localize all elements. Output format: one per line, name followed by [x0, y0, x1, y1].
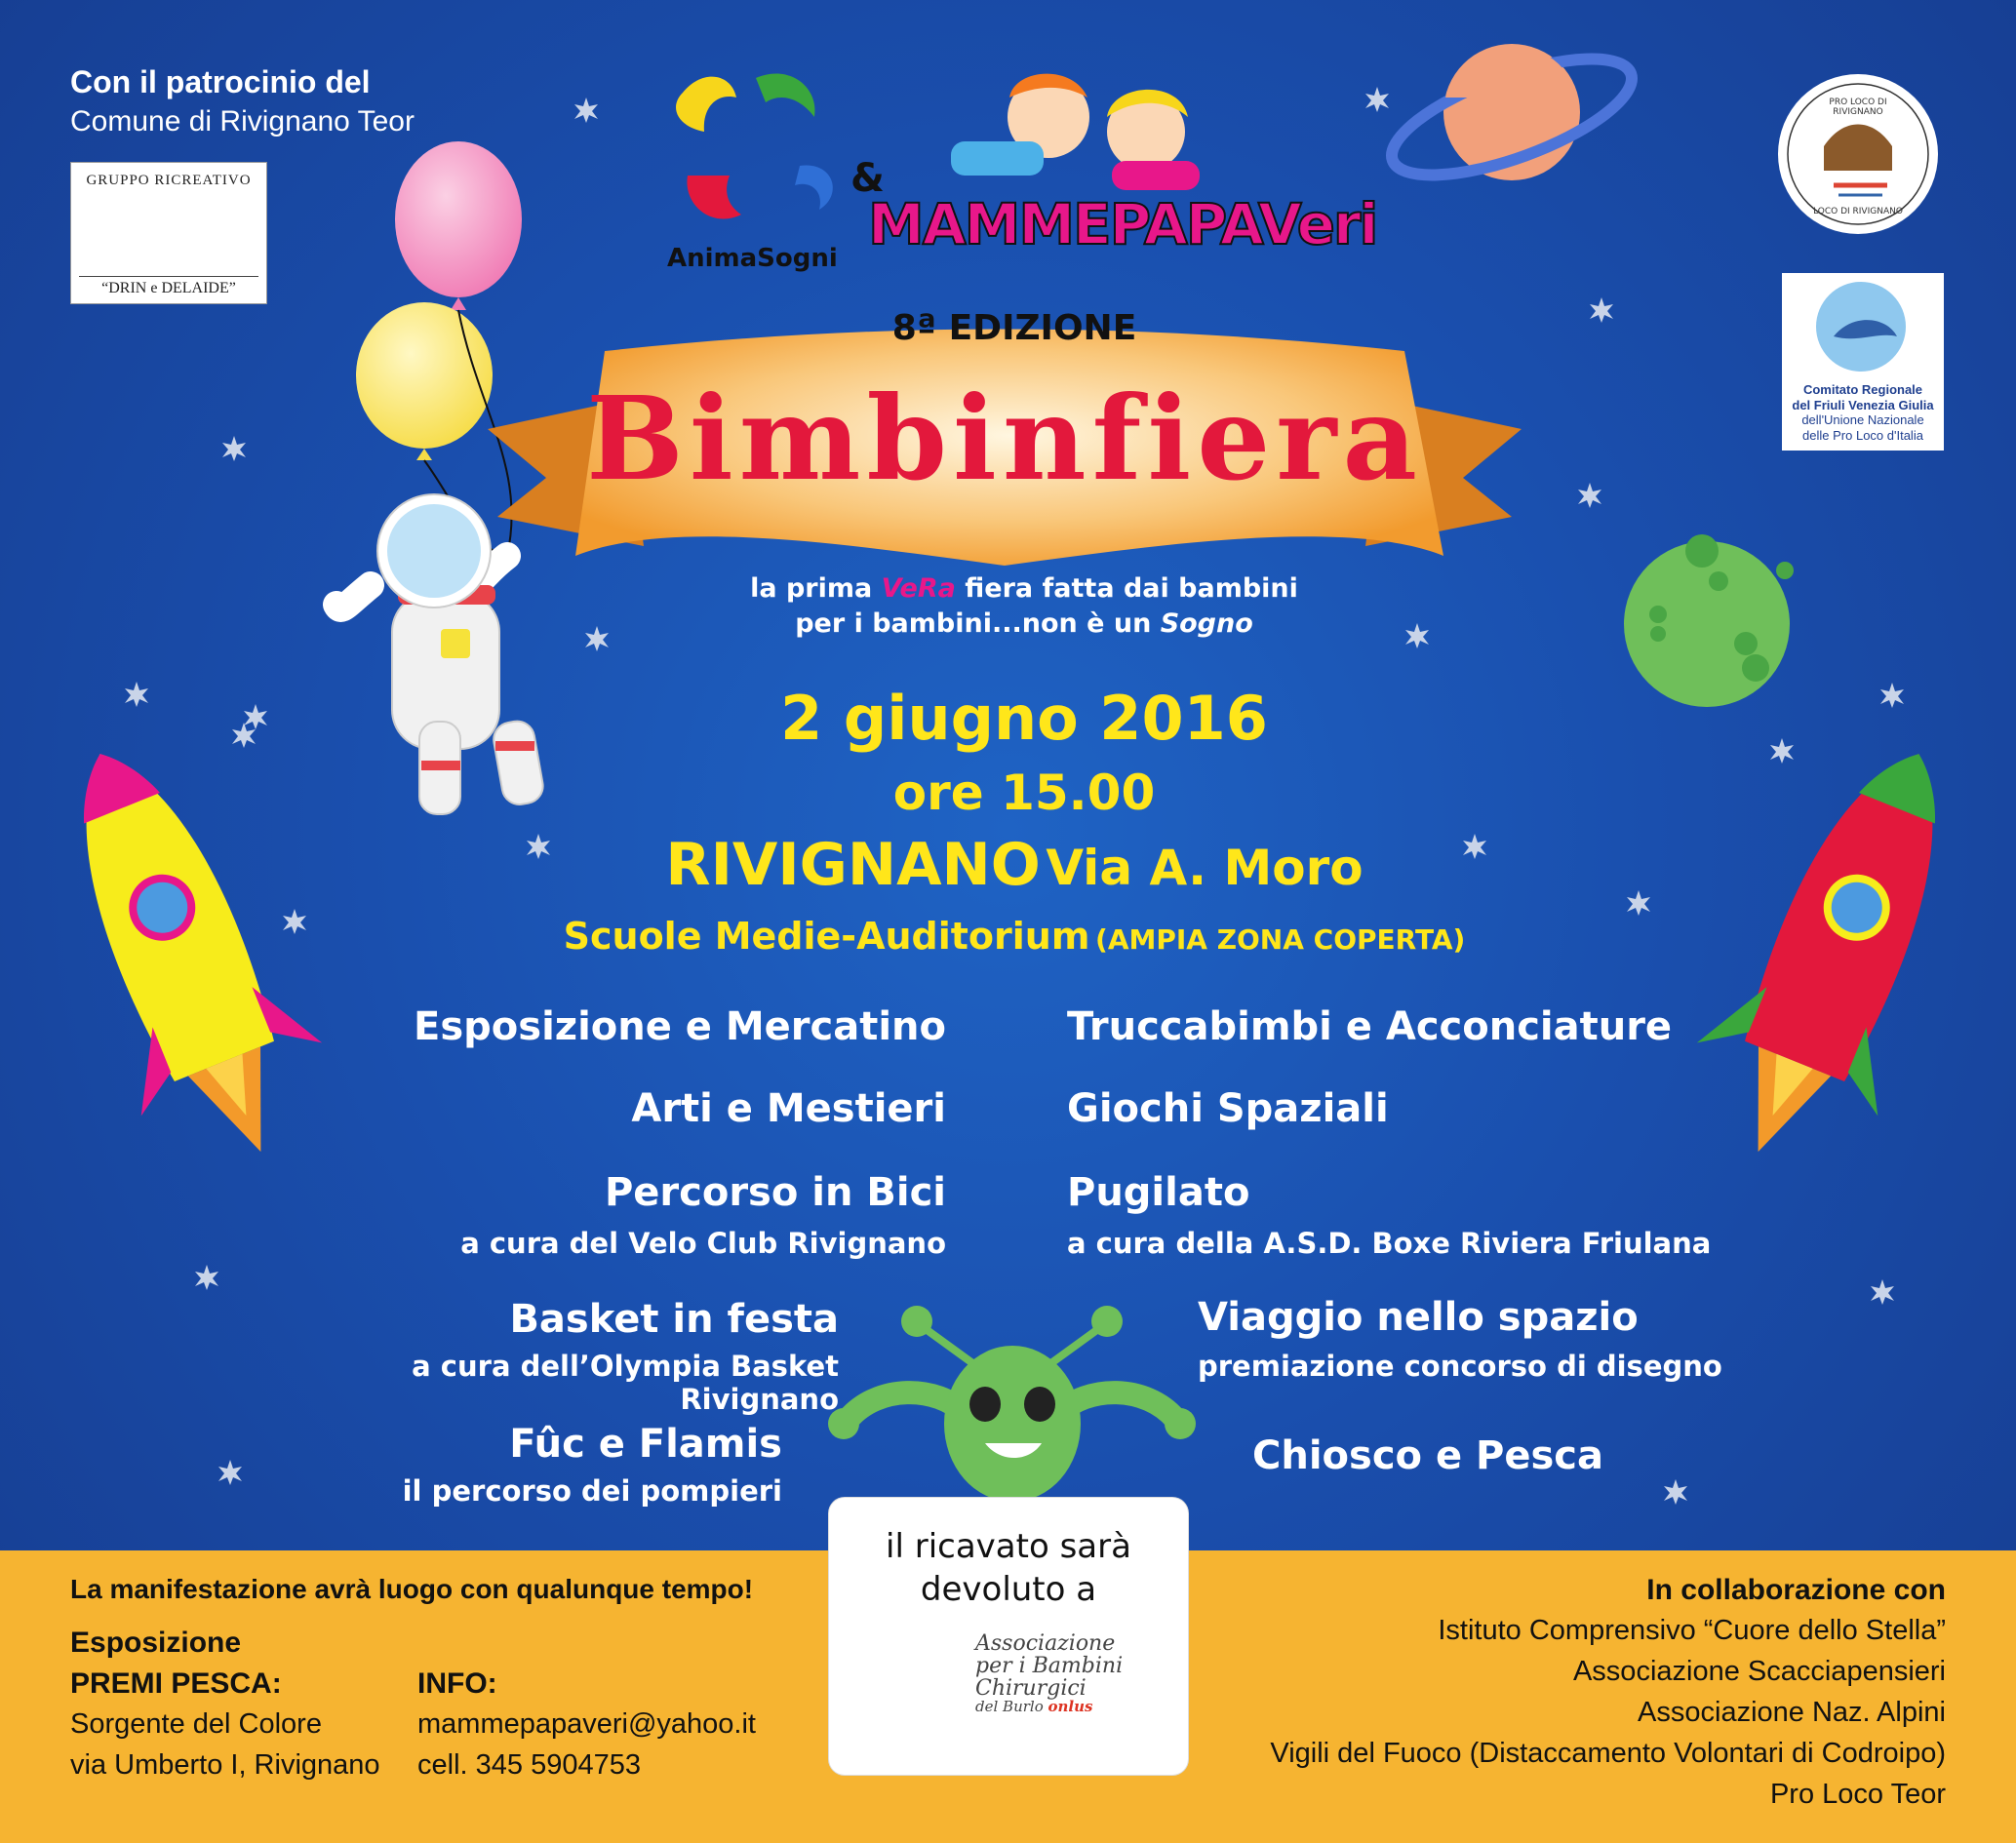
activity-title: Giochi Spaziali [1067, 1086, 1389, 1131]
tagline-line-1 [731, 571, 1317, 607]
assoc-burlo: del Burlo [975, 1698, 1044, 1716]
activity-title: Arti e Mestieri [631, 1086, 946, 1131]
assoc-line: Associazione [975, 1631, 1116, 1656]
planet-icon [1378, 35, 1644, 199]
comitato-line: dell'Unione Nazionale [1801, 412, 1924, 428]
expo-subtitle: PREMI PESCA: [70, 1667, 282, 1700]
tagline-text-c: per i bambini...non è un [795, 608, 1161, 640]
expo-place: Sorgente del Colore [70, 1708, 322, 1740]
info-email[interactable]: mammepapaveri@yahoo.it [417, 1708, 756, 1740]
tagline-line-2 [731, 607, 1317, 642]
expo-title: Esposizione [70, 1627, 242, 1659]
activity-title: Viaggio nello spazio [1198, 1295, 1639, 1340]
activity-title: Truccabimbi e Acconciature [1067, 1004, 1673, 1049]
rocket-icon [10, 718, 351, 1189]
edition-label: 8ª EDIZIONE [891, 308, 1137, 348]
activity-title: Fûc e Flamis [509, 1422, 782, 1467]
donation-assoc [975, 1632, 1180, 1715]
activity-subtitle: a cura dell’Olympia Basket Rivignano [412, 1350, 839, 1416]
gruppo-logo-top: GRUPPO RICREATIVO [86, 173, 252, 188]
gruppo-ricreativo-logo [70, 162, 267, 304]
planet-icon [1624, 534, 1794, 707]
assoc-onlus: onlus [1048, 1698, 1093, 1716]
tagline-text-b: fiera fatta dai bambini [955, 573, 1298, 604]
event-street: Via A. Moro [1046, 840, 1364, 896]
activity-subtitle: il percorso dei pompieri [402, 1474, 782, 1508]
expo-address: via Umberto I, Rivignano [70, 1749, 380, 1781]
collab-item: Associazione Naz. Alpini [1638, 1697, 1946, 1728]
gruppo-logo-bottom: “DRIN e DELAIDE” [79, 276, 258, 297]
kids-logo-icon [951, 74, 1200, 190]
event-date: 2 giugno 2016 [780, 683, 1268, 754]
donation-line-2: devoluto a [920, 1570, 1097, 1610]
patronage-subtitle: Comune di Rivignano Teor [70, 105, 415, 137]
activity-subtitle: a cura della A.S.D. Boxe Riviera Friulana [1067, 1227, 1712, 1260]
assoc-line: per i Bambini [975, 1654, 1124, 1679]
astronaut-icon [336, 494, 545, 814]
info-title: INFO: [417, 1667, 497, 1700]
donation-text [829, 1525, 1188, 1611]
comitato-logo-text [1790, 382, 1936, 443]
info-phone[interactable]: cell. 345 5904753 [417, 1749, 641, 1781]
event-place [507, 831, 1522, 899]
comitato-line: del Friuli Venezia Giulia [1792, 397, 1934, 412]
patronage-title: Con il patrocinio del [70, 64, 371, 99]
activity-title: Pugilato [1067, 1170, 1250, 1215]
assoc-line: Chirurgici [975, 1676, 1087, 1702]
proloco-ring-bottom: LOCO DI RIVIGNANO [1813, 207, 1903, 216]
tagline [731, 571, 1317, 643]
assoc-line [975, 1700, 1180, 1715]
activity-title: Esposizione e Mercatino [414, 1004, 946, 1049]
animasogni-logo-text: AnimaSogni [667, 244, 838, 273]
donation-line-1: il ricavato sarà [886, 1527, 1131, 1566]
venue-name: Scuole Medie-Auditorium [563, 915, 1090, 958]
donation-box [829, 1498, 1188, 1775]
activity-title: Chiosco e Pesca [1252, 1433, 1603, 1478]
activity-title: Basket in festa [509, 1297, 839, 1342]
collab-item: Istituto Comprensivo “Cuore dello Stella” [1438, 1615, 1946, 1646]
event-name-text: Bimbinfiera [586, 371, 1423, 506]
comitato-line: delle Pro Loco d'Italia [1802, 427, 1923, 443]
alien-icon [828, 1306, 1196, 1502]
tagline-vera: VeRa [881, 573, 956, 604]
proloco-ring-top: PRO LOCO DI RIVIGNANO [1829, 98, 1887, 117]
activity-subtitle: premiazione concorso di disegno [1198, 1350, 1722, 1383]
ampersand: & [850, 156, 885, 201]
event-time: ore 15.00 [892, 765, 1156, 821]
weather-notice: La manifestazione avrà luogo con qualunque tempo! [70, 1574, 754, 1604]
activity-subtitle: a cura del Velo Club Rivignano [460, 1227, 946, 1260]
event-name [585, 371, 1424, 506]
animasogni-logo-icon [676, 74, 833, 219]
tagline-text-a: la prima [750, 573, 882, 604]
venue-note: (AMPIA ZONA COPERTA) [1095, 923, 1466, 956]
event-venue [439, 915, 1590, 958]
collab-title: In collaborazione con [1646, 1574, 1946, 1606]
activity-title: Percorso in Bici [604, 1170, 946, 1215]
mammepapaveri-logo-text: MAMMEPAPAVeri [868, 191, 1377, 257]
comitato-line: Comitato Regionale [1802, 382, 1923, 397]
collab-item: Vigili del Fuoco (Distaccamento Volontari di Codroipo) [1270, 1738, 1946, 1769]
collab-item: Pro Loco Teor [1769, 1779, 1946, 1810]
collab-item: Associazione Scacciapensieri [1572, 1656, 1946, 1687]
tagline-sogno: Sogno [1160, 608, 1253, 640]
event-city: RIVIGNANO [665, 831, 1041, 899]
